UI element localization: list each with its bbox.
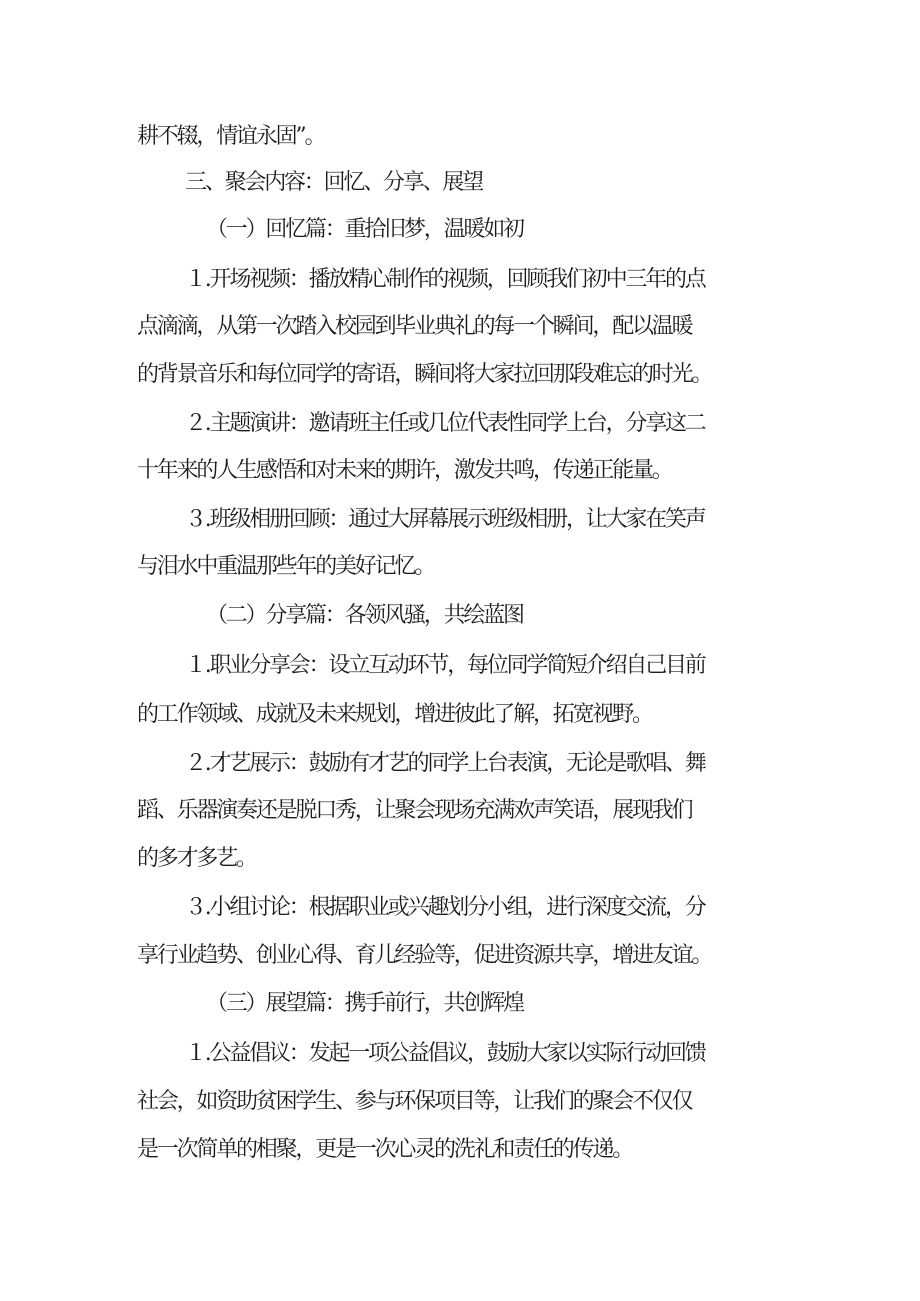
paragraph-line: 是一次简单的相聚，更是一次心灵的洗礼和责任的传递。 [137,1137,633,1162]
paragraph-line: 的背景音乐和每位同学的寄语，瞬间将大家拉回那段难忘的时光。 [137,362,712,387]
paragraph-line: 蹈、乐器演奏还是脱口秀，让聚会现场充满欢声笑语，展现我们 [137,798,692,823]
subsection-heading-outlook: （三）展望篇：携手前行，共创辉煌 [206,991,523,1016]
list-item-class-album: ３.班级相册回顾：通过大屏幕展示班级相册，让大家在笑声 [185,507,705,532]
paragraph-line: 的多才多艺。 [137,846,256,871]
paragraph-line: 点滴滴，从第一次踏入校园到毕业典礼的每一个瞬间，配以温暖 [137,314,692,339]
paragraph-line: 的工作领域、成就及未来规划，增进彼此了解，拓宽视野。 [137,702,652,727]
paragraph-line: 享行业趋势、创业心得、育儿经验等，促进资源共享，增进友谊。 [137,943,712,968]
section-heading: 三、聚会内容：回忆、分享、展望 [185,170,483,195]
list-item-theme-speech: ２.主题演讲：邀请班主任或几位代表性同学上台，分享这二 [185,411,705,436]
list-item-career-share: １.职业分享会：设立互动环节，每位同学简短介绍自己目前 [185,653,705,678]
list-item-charity: １.公益倡议：发起一项公益倡议，鼓励大家以实际行动回馈 [185,1041,705,1066]
paragraph-line: 耕不辍，情谊永固”。 [137,124,325,149]
paragraph-line: 十年来的人生感悟和对未来的期许，激发共鸣，传递正能量。 [137,458,672,483]
list-item-opening-video: １.开场视频：播放精心制作的视频，回顾我们初中三年的点 [185,267,705,292]
paragraph-line: 与泪水中重温那些年的美好记忆。 [137,554,435,579]
list-item-talent-show: ２.才艺展示：鼓励有才艺的同学上台表演，无论是歌唱、舞 [185,751,705,776]
paragraph-line: 社会，如资助贫困学生、参与环保项目等，让我们的聚会不仅仅 [137,1089,692,1114]
subsection-heading-recall: （一）回忆篇：重拾旧梦，温暖如初 [206,217,523,242]
subsection-heading-share: （二）分享篇：各领风骚，共绘蓝图 [206,603,523,628]
list-item-group-discussion: ３.小组讨论：根据职业或兴趣划分小组，进行深度交流，分 [185,895,705,920]
